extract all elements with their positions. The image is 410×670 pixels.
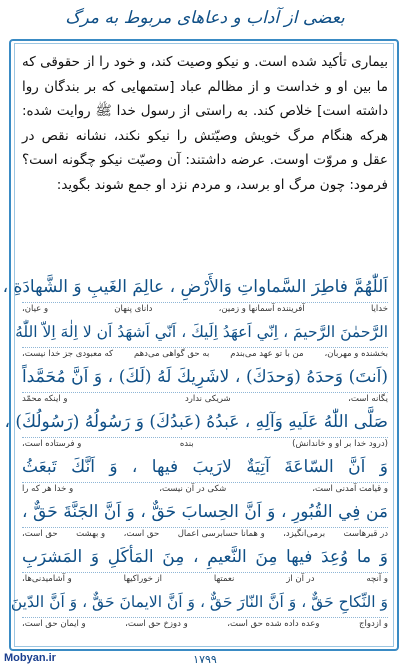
arabic-phrase: وَ اَنَّ الدّينَ	[10, 593, 78, 611]
arabic-phrase: وَ رَسُولُهُ (رَسُولُكَ) ،	[4, 412, 144, 432]
dua-row	[10, 587, 388, 632]
dua-row	[22, 452, 388, 497]
arabic-phrase: مَن فِي القُبُورِ ،	[280, 502, 389, 522]
translation-phrase: من با تو عهد می‌بندم	[230, 349, 304, 359]
translation-phrase: حق است،	[123, 529, 160, 539]
dua-translation-line	[22, 347, 388, 362]
dua-translation-line	[22, 482, 388, 497]
arabic-phrase: وَ اَنَّكَ تَبعَثُ	[22, 457, 118, 477]
arabic-phrase: وَ اَنَّ الايمانَ حَقٌّ ،	[82, 593, 196, 611]
dua-section	[2, 272, 389, 632]
site-watermark: Mobyan.ir	[4, 652, 56, 664]
translation-phrase: و ایمان حق است،	[22, 619, 86, 629]
arabic-phrase: لاشَرِيكَ لَهُ (لَكَ)	[118, 367, 230, 387]
translation-phrase: به حق گواهی می‌دهم	[134, 349, 210, 359]
translation-phrase: و خدا هر که را	[22, 484, 74, 494]
dua-arabic-line	[22, 497, 388, 527]
arabic-phrase: اَنّي اَشهَدُ اَن لا اِلٰهَ اِلاّ اللّٰهُ	[15, 323, 177, 341]
arabic-phrase: وَ اَنَّ الجَنَّةَ حَقٌّ ،	[22, 502, 135, 522]
dua-row	[4, 407, 388, 452]
arabic-phrase: عالِمَ الغَيبِ وَ الشَّهادَةِ ،	[2, 277, 165, 297]
translation-phrase: شریکی ندارد	[184, 394, 231, 404]
translation-phrase: بخشنده و مهربان،	[324, 349, 388, 359]
arabic-phrase: اَللّٰهُمَّ فاطِرَ السَّماواتِ وَالأَرْضِ ،	[169, 277, 388, 297]
translation-phrase: و فرستاده است،	[22, 439, 82, 449]
arabic-phrase: عَبدُهُ (عَبدُكَ)	[149, 412, 240, 432]
translation-phrase: در آن از	[286, 574, 315, 584]
arabic-phrase: الرَّحمٰنَ الرَّحيمَ ،	[283, 323, 388, 341]
translation-phrase: و عیان،	[22, 304, 49, 314]
arabic-phrase: وَ اَنَّ السّاعَةَ آتِيَةٌ	[246, 457, 388, 477]
arabic-phrase: وَ ما وُعِدَ فيها مِنَ النَّعيمِ ،	[192, 547, 388, 567]
dua-arabic-line	[4, 407, 388, 437]
translation-phrase: نعمتها	[213, 574, 235, 584]
arabic-phrase: وَ اَنَّ النّارَ حَقٌّ ،	[199, 593, 297, 611]
arabic-phrase: ، وَ اَنَّ مُحَمَّداً	[22, 367, 114, 387]
dua-arabic-line	[22, 452, 388, 482]
arabic-phrase: صَلَّى اللّٰهُ عَلَيهِ وَآلِهِ ،	[244, 412, 388, 432]
translation-phrase: در قبرهاست	[343, 529, 388, 539]
dua-translation-line	[22, 392, 388, 407]
translation-phrase: که معبودی جز خدا نیست،	[22, 349, 114, 359]
translation-phrase: و آشامیدنی‌ها،	[22, 574, 72, 584]
translation-phrase: و اینکه محمّد	[22, 394, 68, 404]
translation-phrase: وعده داده شده حق است،	[227, 619, 320, 629]
arabic-phrase: مِنَ المَأكَلِ وَ المَشرَبِ	[22, 547, 185, 567]
dua-row	[22, 362, 388, 407]
dua-arabic-line	[22, 362, 388, 392]
dua-row	[15, 317, 388, 362]
translation-phrase: و بهشت	[76, 529, 106, 539]
dua-translation-line	[22, 302, 388, 317]
dua-translation-line	[22, 527, 388, 542]
translation-phrase: و قیامت آمدنی است،	[312, 484, 388, 494]
translation-phrase: آفریننده آسمانها و زمین،	[218, 304, 305, 314]
arabic-phrase: لارَيبَ فيها ،	[131, 457, 232, 477]
translation-phrase: (درود خدا بر او و خاندانش)	[292, 439, 388, 449]
dua-row	[22, 497, 388, 542]
arabic-phrase: وَ النِّكاحِ حَقٌّ ،	[301, 593, 388, 611]
dua-arabic-line	[10, 587, 388, 617]
translation-phrase: و همانا حسابرسی اعمال	[177, 529, 265, 539]
dua-translation-line	[22, 437, 388, 452]
dua-arabic-line	[15, 317, 388, 347]
dua-arabic-line	[2, 272, 388, 302]
translation-phrase: و ازدواج	[358, 619, 388, 629]
translation-phrase: و آنچه	[366, 574, 388, 584]
translation-phrase: بنده	[179, 439, 194, 449]
translation-phrase: یگانه است،	[348, 394, 388, 404]
translation-phrase: از خوراکیها	[123, 574, 163, 584]
translation-phrase: خدایا	[370, 304, 388, 314]
translation-phrase: حق است،	[22, 529, 58, 539]
dua-translation-line	[22, 572, 388, 587]
translation-phrase: و دوزخ حق است،	[125, 619, 188, 629]
translation-phrase: برمی‌انگیزد،	[283, 529, 326, 539]
dua-arabic-line	[22, 542, 388, 572]
prose-paragraph: بیماری تأکید شده است. و نیکو وصیت کند، و خود را از حقوقی که ما بین او و خداست و از مظالم عباد [ستمهایی که بر بندگان روا داشته است] خلاص کند. به راستی از رسول خدا ﷺ روایت شده: هرکه هنگام مرگ خویش وصیّتش را نیکو نکند، نشانه نقص در عقل و مروّت اوست. عرضه داشتند: آن وصیّت نیکو چگونه است؟ فرمود: چون مرگ او برسد، و مردم نزد او جمع شوند بگوید:	[22, 54, 388, 193]
page-header-title: بعضی از آداب و دعاهای مربوط به مرگ	[65, 8, 345, 28]
translation-phrase: شکی در آن نیست،	[159, 484, 227, 494]
page-number: ۱۷۹۹	[193, 653, 217, 666]
arabic-phrase: (اَنتَ) وَحدَهُ (وَحدَكَ) ،	[234, 367, 389, 387]
arabic-phrase: اِنّي اَعهَدُ اِلَيكَ ،	[181, 323, 279, 341]
dua-row	[22, 542, 388, 587]
dua-row	[2, 272, 388, 317]
arabic-phrase: وَ اَنَّ الحِسابَ حَقٌّ ،	[140, 502, 276, 522]
prose-section	[22, 50, 388, 198]
translation-phrase: دانای پنهان	[114, 304, 153, 314]
dua-translation-line	[22, 617, 388, 632]
